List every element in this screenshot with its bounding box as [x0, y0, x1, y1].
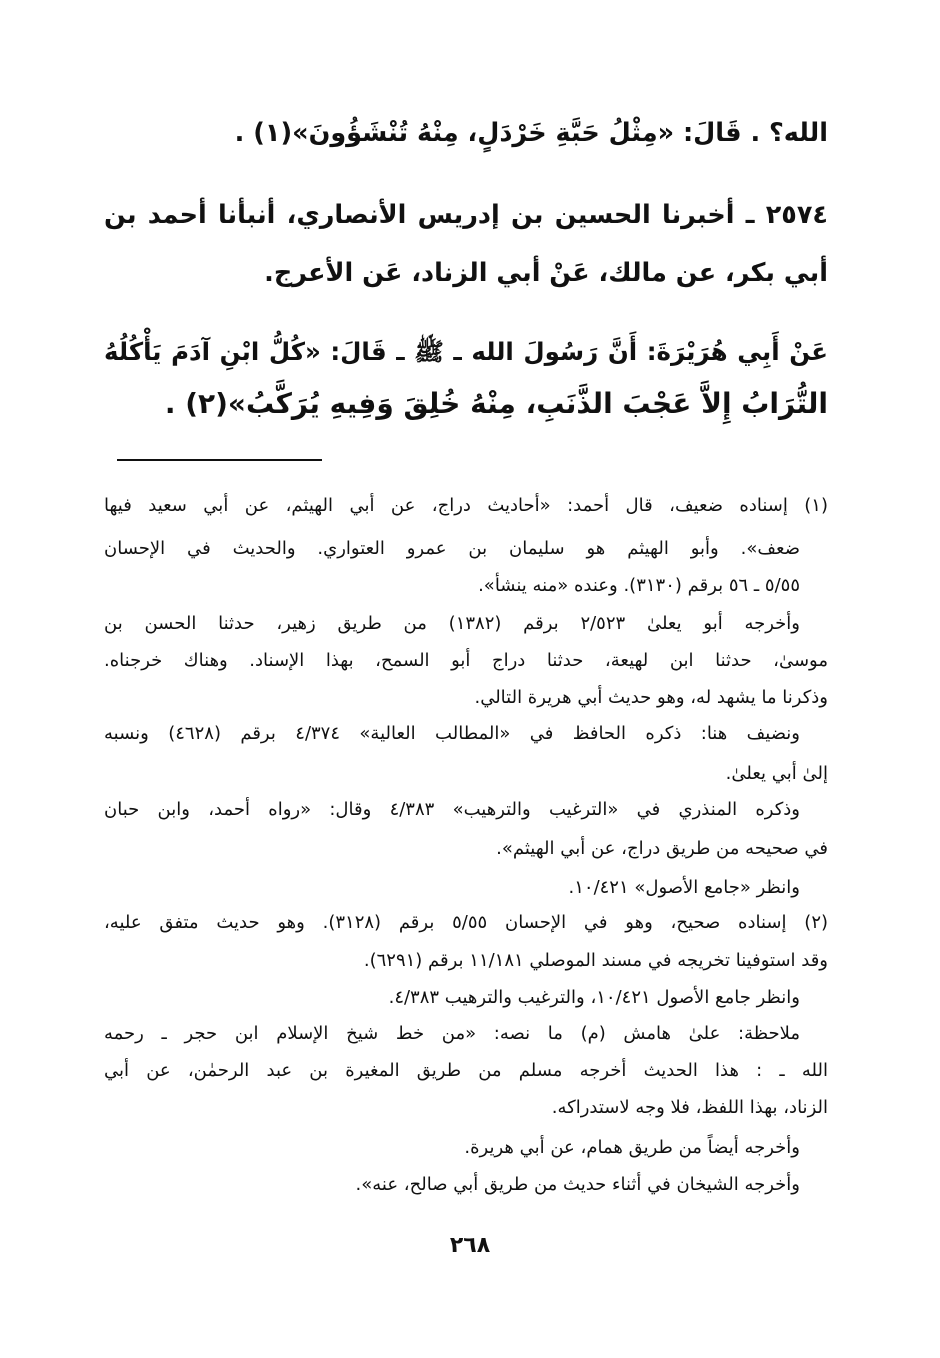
footnote-2-line-5: الله ـ : هذا الحديث أخرجه مسلم من طريق المغيرة بن عبد الرحمٰن، عن أبي	[104, 1060, 828, 1081]
footnote-1-line-4: وأخرجه أبو يعلىٰ ٢/٥٢٣ برقم (١٣٨٢) من طريق زهير، حدثنا الحسن بن	[104, 613, 800, 634]
footnote-1-line-10: في صحيحه من طريق دراج، عن أبي الهيثم».	[496, 838, 828, 859]
hadith-isnad-line-2: أبي بكر، عن مالك، عَنْ أبي الزناد، عَن الأعرج.	[264, 258, 828, 288]
footnote-1-line-3: ٥/٥٥ ـ ٥٦ برقم (٣١٣٠). وعنده «منه ينشأ».	[478, 575, 800, 596]
footnote-separator	[117, 459, 322, 461]
footnote-2-line-3: وانظر جامع الأصول ١٠/٤٢١، والترغيب والترهيب ٤/٣٨٣.	[388, 987, 800, 1008]
footnote-1-line-6: وذكرنا ما يشهد له، وهو حديث أبي هريرة التالي.	[474, 687, 828, 708]
footnote-1-line-9: وذكره المنذري في «الترغيب والترهيب» ٤/٣٨٣ وقال: «رواه أحمد، وابن حبان	[104, 799, 800, 820]
footnote-1-line-11: وانظر «جامع الأصول» ١٠/٤٢١.	[568, 877, 800, 898]
footnote-2-line-8: وأخرجه الشيخان في أثناء حديث من طريق أبي صالح، عنه».	[355, 1174, 800, 1195]
hadith-isnad-line-1: ٢٥٧٤ ـ أخبرنا الحسين بن إدريس الأنصاري، أنبأنا أحمد بن	[104, 200, 828, 230]
hadith-matn-line-1: عَنْ أَبِي هُرَيْرَةَ: أَنَّ رَسُولَ الله ـ ﷺ ـ قَالَ: «كُلُّ ابْنِ آدَمَ يَأْكُلُهُ	[104, 337, 828, 366]
footnote-1-line-5: موسىٰ، حدثنا ابن لهيعة، حدثنا دراج أبو السمح، بهذا الإسناد. وهناك خرجناه.	[104, 650, 828, 671]
hadith-matn-line-2: التُّرَابُ إِلاَّ عَجْبَ الذَّنَبِ، مِنْهُ خُلِقَ وَفِيهِ يُرَكَّبُ»(٢) .	[164, 387, 828, 420]
footnote-2-line-6: الزناد، بهذا اللفظ، فلا وجه لاستدراكه.	[551, 1097, 828, 1118]
footnote-1-line-1: (١) إسناده ضعيف، قال أحمد: «أحاديث دراج، عن أبي الهيثم، عن أبي سعيد فيها	[104, 495, 828, 516]
verse-line-1: الله؟ . قَالَ: «مِثْلُ حَبَّةِ خَرْدَلٍ، مِنْهُ تُنْشَؤُونَ»(١) .	[234, 118, 828, 148]
footnote-1-line-7: ونضيف هنا: ذكره الحافظ في «المطالب العالية» ٤/٣٧٤ برقم (٤٦٢٨) ونسبه	[104, 723, 801, 744]
footnote-2-line-1: (٢) إسناده صحيح، وهو في الإحسان ٥/٥٥ برقم (٣١٢٨). وهو حديث متفق عليه،	[104, 912, 829, 933]
footnote-2-line-2: وقد استوفينا تخريجه في مسند الموصلي ١١/١٨١ برقم (٦٢٩١).	[363, 950, 828, 971]
footnote-2-line-7: وأخرجه أيضاً من طريق همام، عن أبي هريرة.	[464, 1137, 800, 1158]
footnote-1-line-8: إلىٰ أبي يعلىٰ.	[725, 763, 828, 784]
page-number: ٢٦٨	[449, 1233, 491, 1258]
footnote-2-line-4: ملاحظة: علىٰ هامش (م) ما نصه: «من خط شيخ الإسلام ابن حجر ـ رحمه	[104, 1023, 800, 1044]
footnote-1-line-2: ضعف». وأبو الهيثم هو سليمان بن عمرو العتواري. والحديث في الإحسان	[104, 538, 800, 559]
